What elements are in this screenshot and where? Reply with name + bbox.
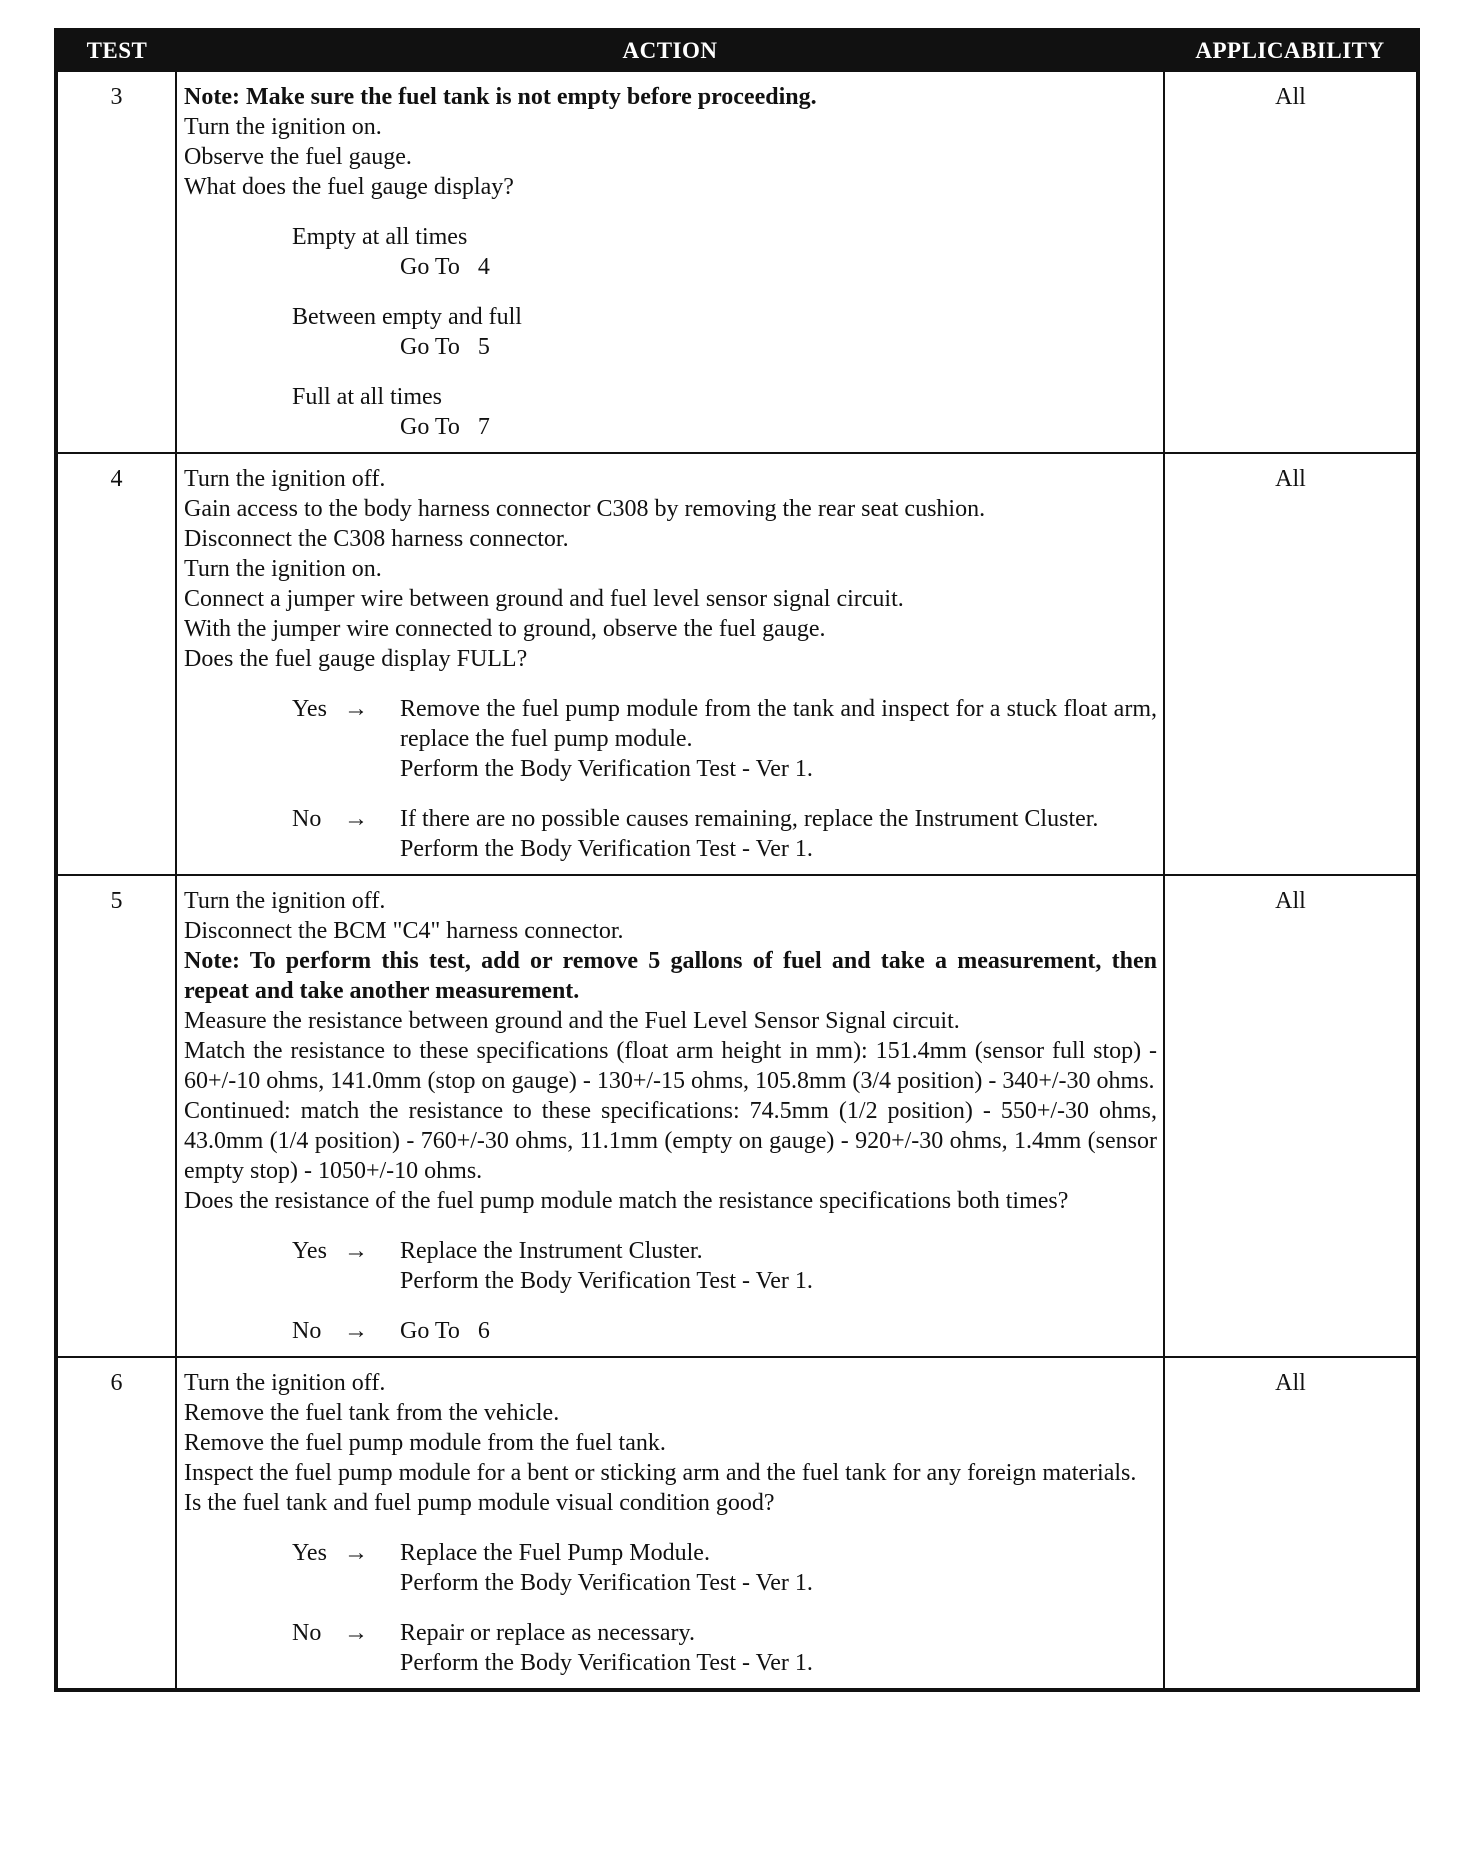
action-line: Remove the fuel tank from the vehicle. <box>184 1400 560 1426</box>
choice-label: Full at all times <box>292 384 442 410</box>
outcome-body <box>400 1236 1157 1296</box>
goto-text: Go To <box>400 1318 460 1344</box>
goto-target: 6 <box>477 1318 490 1344</box>
action-line: Turn the ignition on. <box>184 556 382 582</box>
yes-no-outcomes <box>292 1538 1157 1678</box>
test-row-3 <box>56 71 1418 453</box>
verification-text: Perform the Body Verification Test - Ver 1. <box>400 1570 813 1596</box>
header-test: TEST <box>56 30 176 71</box>
outcome-body <box>400 694 1157 784</box>
verification-text: Perform the Body Verification Test - Ver 1. <box>400 1268 813 1294</box>
goto-link[interactable] <box>400 412 1157 442</box>
choice-item <box>292 382 1157 442</box>
action-cell <box>176 875 1164 1357</box>
action-line: Disconnect the C308 harness connector. <box>184 526 569 552</box>
arrow-right-icon: → <box>344 1238 368 1264</box>
test-number: 6 <box>56 1357 176 1690</box>
diagnostic-table-sheet <box>54 28 1416 1692</box>
action-cell <box>176 1357 1164 1690</box>
arrow-right-icon: → <box>344 1620 368 1646</box>
action-cell <box>176 71 1164 453</box>
applicability-value: All <box>1164 875 1418 1357</box>
test-number: 5 <box>56 875 176 1357</box>
action-line: With the jumper wire connected to ground, observe the fuel gauge. <box>184 616 826 642</box>
diagnostic-test-table <box>54 28 1420 1692</box>
action-cell <box>176 453 1164 875</box>
note-text: Note: To perform this test, add or remove 5 gallons of fuel and take a measurement, then repeat and take another measurement. <box>184 948 1157 1004</box>
action-line: Turn the ignition off. <box>184 466 386 492</box>
applicability-value: All <box>1164 453 1418 875</box>
choice-label: Empty at all times <box>292 224 468 250</box>
goto-link[interactable] <box>400 252 1157 282</box>
answer-choices <box>292 222 1157 442</box>
goto-text: Go To <box>400 334 460 360</box>
action-line: Remove the fuel pump module from the fuel tank. <box>184 1430 666 1456</box>
yes-outcome <box>292 694 1157 784</box>
choice-label: Between empty and full <box>292 304 522 330</box>
arrow-right-icon: → <box>344 1318 368 1344</box>
action-line: Measure the resistance between ground and the Fuel Level Sensor Signal circuit. <box>184 1008 960 1034</box>
goto-text: Go To <box>400 254 460 280</box>
no-label: No <box>292 1318 322 1344</box>
arrow-right-icon: → <box>344 806 368 832</box>
action-line: Disconnect the BCM "C4" harness connector. <box>184 918 624 944</box>
action-question: What does the fuel gauge display? <box>184 174 514 200</box>
verification-text: Perform the Body Verification Test - Ver 1. <box>400 836 813 862</box>
yes-label: Yes <box>292 696 327 722</box>
outcome-text: Replace the Instrument Cluster. <box>400 1238 703 1264</box>
no-label: No <box>292 1620 322 1646</box>
no-outcome <box>292 1618 1157 1678</box>
yes-outcome <box>292 1538 1157 1598</box>
goto-link[interactable] <box>400 1316 1157 1346</box>
outcome-body <box>400 804 1157 864</box>
goto-link[interactable] <box>400 332 1157 362</box>
verification-text: Perform the Body Verification Test - Ver 1. <box>400 1650 813 1676</box>
goto-target: 7 <box>477 414 490 440</box>
applicability-value: All <box>1164 71 1418 453</box>
choice-item <box>292 222 1157 282</box>
test-number: 4 <box>56 453 176 875</box>
no-outcome <box>292 1316 1157 1346</box>
action-line: Turn the ignition off. <box>184 1370 386 1396</box>
action-line: Inspect the fuel pump module for a bent or sticking arm and the fuel tank for any foreign materials. <box>184 1460 1137 1486</box>
arrow-right-icon: → <box>344 1540 368 1566</box>
no-label: No <box>292 806 322 832</box>
outcome-body <box>400 1538 1157 1598</box>
note-text: Note: Make sure the fuel tank is not empty before proceeding. <box>184 84 817 110</box>
action-line: Turn the ignition on. <box>184 114 382 140</box>
test-row-5 <box>56 875 1418 1357</box>
action-line: Continued: match the resistance to these specifications: 74.5mm (1/2 position) - 550+/-30 ohms, 43.0mm (1/4 position) - 760+/-30 ohms, 11.1mm (empty on gauge) - 920+/-30 ohms, 1.4mm (sensor empty stop) - 1050+/-10 ohms. <box>184 1098 1157 1184</box>
header-applicability: APPLICABILITY <box>1164 30 1418 71</box>
verification-text: Perform the Body Verification Test - Ver 1. <box>400 756 813 782</box>
goto-target: 4 <box>477 254 490 280</box>
yes-outcome <box>292 1236 1157 1296</box>
outcome-text: Repair or replace as necessary. <box>400 1620 695 1646</box>
action-line: Match the resistance to these specifications (float arm height in mm): 151.4mm (sensor full stop) - 60+/-10 ohms, 141.0mm (stop on gauge) - 130+/-15 ohms, 105.8mm (3/4 position) - 340+/-30 ohms. <box>184 1038 1157 1094</box>
outcome-body <box>400 1618 1157 1678</box>
yes-label: Yes <box>292 1238 327 1264</box>
action-question: Is the fuel tank and fuel pump module visual condition good? <box>184 1490 775 1516</box>
outcome-text: If there are no possible causes remaining, replace the Instrument Cluster. <box>400 806 1099 832</box>
action-line: Turn the ignition off. <box>184 888 386 914</box>
table-header-row <box>56 30 1418 71</box>
test-row-6 <box>56 1357 1418 1690</box>
outcome-text: Remove the fuel pump module from the tank and inspect for a stuck float arm, replace the fuel pump module. <box>400 696 1157 752</box>
yes-no-outcomes <box>292 1236 1157 1346</box>
yes-label: Yes <box>292 1540 327 1566</box>
arrow-right-icon: → <box>344 696 368 722</box>
action-question: Does the fuel gauge display FULL? <box>184 646 528 672</box>
action-question: Does the resistance of the fuel pump module match the resistance specifications both times? <box>184 1188 1069 1214</box>
test-row-4 <box>56 453 1418 875</box>
goto-text: Go To <box>400 414 460 440</box>
applicability-value: All <box>1164 1357 1418 1690</box>
action-line: Gain access to the body harness connector C308 by removing the rear seat cushion. <box>184 496 986 522</box>
outcome-text: Replace the Fuel Pump Module. <box>400 1540 710 1566</box>
no-outcome <box>292 804 1157 864</box>
goto-target: 5 <box>477 334 490 360</box>
choice-item <box>292 302 1157 362</box>
test-number: 3 <box>56 71 176 453</box>
yes-no-outcomes <box>292 694 1157 864</box>
action-line: Observe the fuel gauge. <box>184 144 412 170</box>
header-action: ACTION <box>176 30 1164 71</box>
action-line: Connect a jumper wire between ground and fuel level sensor signal circuit. <box>184 586 904 612</box>
